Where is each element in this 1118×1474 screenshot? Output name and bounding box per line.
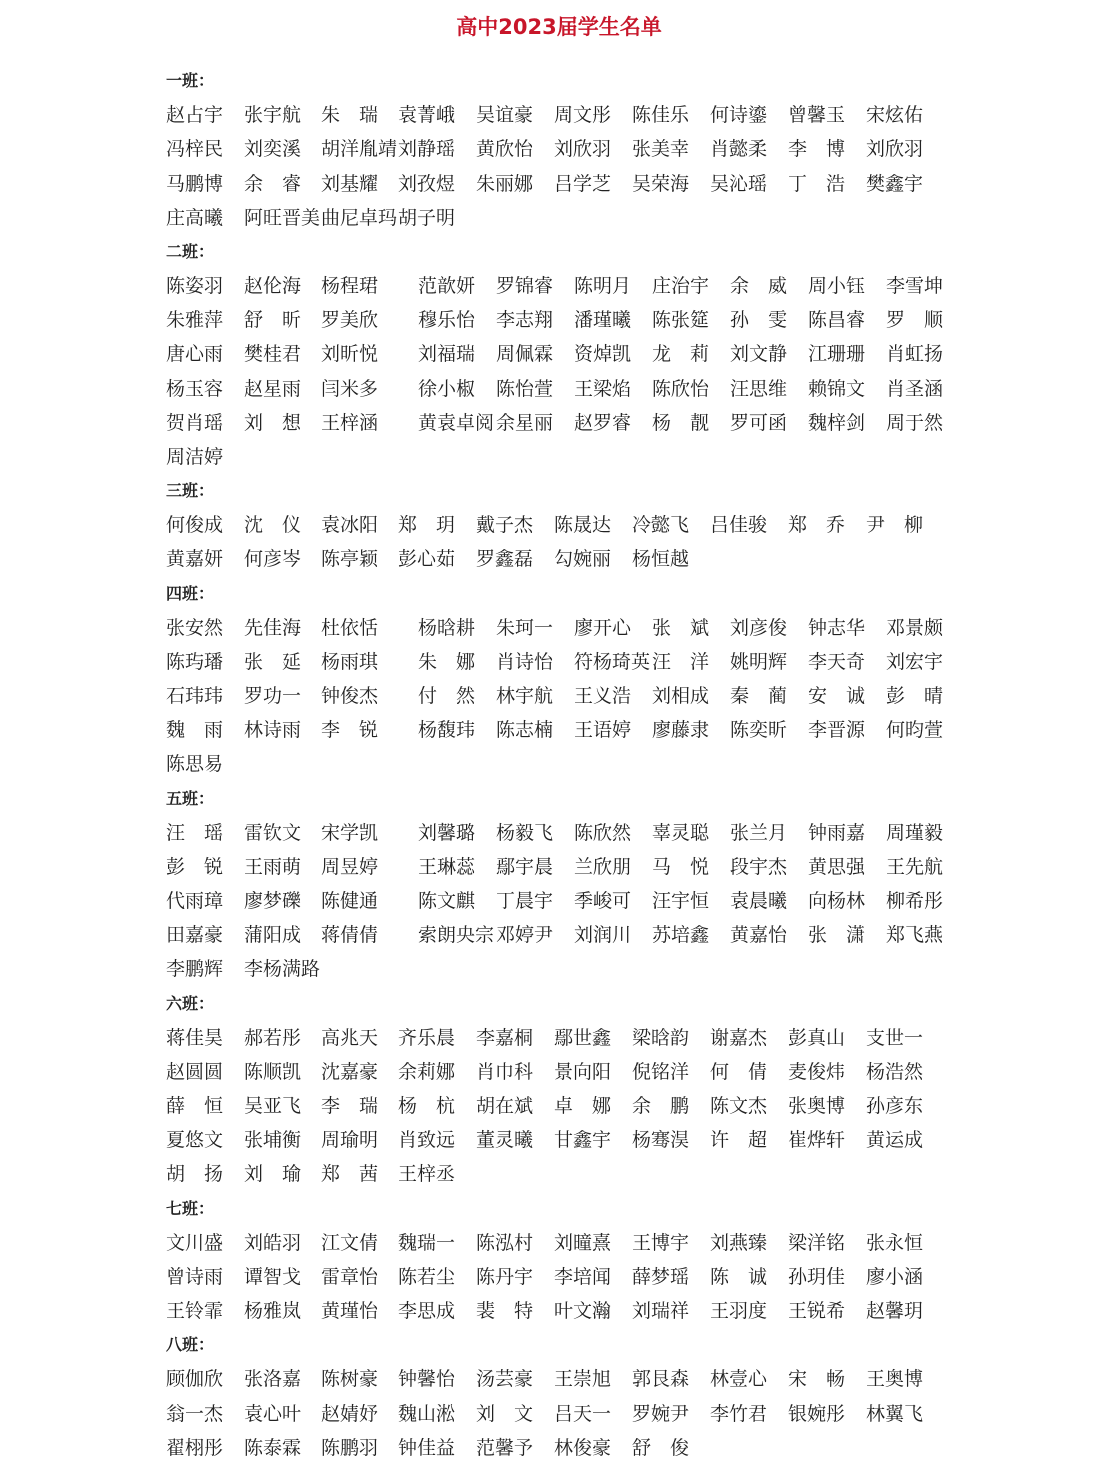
student-name: 季峻可: [574, 890, 632, 913]
student-name: 代雨璋: [166, 890, 224, 913]
student-name: 江文倩: [321, 1231, 379, 1254]
student-name: 黄欣怡: [476, 138, 534, 161]
student-name: 朱珂一: [496, 616, 554, 639]
student-name: 杨恒越: [632, 548, 690, 571]
student-name: 张 潇: [808, 924, 866, 947]
student-name: 麦俊炜: [788, 1060, 846, 1083]
student-name: 陈奕昕: [730, 719, 788, 742]
student-name: 刘瑞祥: [632, 1300, 690, 1323]
student-name: 彭 锐: [166, 855, 224, 878]
student-name: 沈嘉豪: [321, 1060, 379, 1083]
class-header: 七班：: [166, 1198, 215, 1218]
student-name: 陈玙璠: [166, 650, 224, 673]
page-title: 高中2023届学生名单: [456, 15, 662, 39]
student-name: 李嘉桐: [476, 1026, 534, 1049]
student-name: 杨 靓: [652, 411, 710, 434]
student-name: 李培闻: [554, 1265, 612, 1288]
student-name: 孙彦东: [866, 1095, 924, 1118]
student-name: 蒲阳成: [244, 924, 302, 947]
student-name: 李竹君: [710, 1402, 768, 1425]
student-name: 崔烨轩: [788, 1129, 846, 1152]
student-name: 余莉娜: [398, 1060, 456, 1083]
student-name: 郝若彤: [244, 1026, 302, 1049]
student-name: 罗 顺: [886, 309, 944, 332]
student-name: 蒋佳昊: [166, 1026, 224, 1049]
student-name: 廖开心: [574, 616, 632, 639]
student-name: 张奥博: [788, 1095, 846, 1118]
student-name: 陈若尘: [398, 1265, 456, 1288]
student-name: 资焯凯: [574, 343, 632, 366]
student-name: 陈明月: [574, 275, 632, 298]
student-name: 余 鹏: [632, 1095, 690, 1118]
student-name: 余 威: [730, 275, 788, 298]
student-name: 安 诚: [808, 685, 866, 708]
student-name: 罗美欣: [321, 309, 379, 332]
student-name: 文川盛: [166, 1231, 224, 1254]
student-name: 鄢宇晨: [496, 855, 554, 878]
student-name: 陈昌睿: [808, 309, 866, 332]
student-name: 廖小涵: [866, 1265, 924, 1288]
student-name: 薛梦瑶: [632, 1265, 690, 1288]
student-name: 张永恒: [866, 1231, 924, 1254]
student-name: 鄢世鑫: [554, 1026, 612, 1049]
student-name: 姚明辉: [730, 650, 788, 673]
student-name: 汪宇恒: [652, 890, 710, 913]
student-name: 符杨琦英: [574, 650, 651, 673]
student-name: 贺肖瑶: [166, 411, 224, 434]
student-name: 朱 瑞: [321, 104, 379, 127]
class-header: 五班：: [166, 788, 215, 808]
student-name: 谭智戈: [244, 1265, 302, 1288]
student-name: 刘基耀: [321, 172, 379, 195]
student-name: 顾伽欣: [166, 1368, 224, 1391]
student-name: 杨毅飞: [496, 821, 554, 844]
student-name: 王梓涵: [321, 411, 379, 434]
student-name: 罗鑫磊: [476, 548, 534, 571]
student-name: 曾诗雨: [166, 1265, 224, 1288]
student-name: 杨浩然: [866, 1060, 924, 1083]
student-name: 龙 莉: [652, 343, 710, 366]
student-name: 何昀萱: [886, 719, 944, 742]
student-name: 雷钦文: [244, 821, 302, 844]
student-name: 肖巾科: [476, 1060, 534, 1083]
student-name: 赵星雨: [244, 377, 302, 400]
student-name: 辜灵聪: [652, 821, 710, 844]
student-name: 王雨萌: [244, 855, 302, 878]
student-name: 陈张筵: [652, 309, 710, 332]
student-name: 胡洋胤靖: [321, 138, 398, 161]
student-name: 沈 仪: [244, 514, 302, 537]
student-name: 李雪坤: [886, 275, 944, 298]
class-header: 四班：: [166, 583, 215, 603]
student-name: 陈文麒: [418, 890, 476, 913]
student-name: 朱 娜: [418, 650, 476, 673]
student-name: 魏山淞: [398, 1402, 456, 1425]
student-name: 黄嘉妍: [166, 548, 224, 571]
student-name: 刘静瑶: [398, 138, 456, 161]
student-name: 樊桂君: [244, 343, 302, 366]
student-name: 陈鹏羽: [321, 1436, 379, 1459]
student-name: 赵罗睿: [574, 411, 632, 434]
student-name: 马 悦: [652, 855, 710, 878]
student-name: 吴荣海: [632, 172, 690, 195]
student-name: 李鹏辉: [166, 958, 224, 981]
student-name: 孙 雯: [730, 309, 788, 332]
student-name: 杨晗耕: [418, 616, 476, 639]
student-name: 郑 玥: [398, 514, 456, 537]
student-name: 彭 晴: [886, 685, 944, 708]
student-name: 李志翔: [496, 309, 554, 332]
student-name: 赵占宇: [166, 104, 224, 127]
student-name: 曾馨玉: [788, 104, 846, 127]
student-name: 裴 特: [476, 1300, 534, 1323]
student-name: 吕天一: [554, 1402, 612, 1425]
student-name: 李 博: [788, 138, 846, 161]
student-name: 张洛嘉: [244, 1368, 302, 1391]
student-name: 闫米多: [321, 377, 379, 400]
student-name: 勾婉丽: [554, 548, 612, 571]
student-name: 甘鑫宇: [554, 1129, 612, 1152]
student-name: 陈佳乐: [632, 104, 690, 127]
student-name: 李杨满路: [244, 958, 321, 981]
student-name: 余 睿: [244, 172, 302, 195]
student-name: 樊鑫宇: [866, 172, 924, 195]
student-name: 潘瑾曦: [574, 309, 632, 332]
student-name: 张 斌: [652, 616, 710, 639]
student-name: 王博宇: [632, 1231, 690, 1254]
student-name: 周洁婷: [166, 445, 224, 468]
student-name: 赵伦海: [244, 275, 302, 298]
student-name: 陈 诚: [710, 1265, 768, 1288]
student-name: 刘福瑞: [418, 343, 476, 366]
student-name: 李晋源: [808, 719, 866, 742]
student-name: 汪 瑶: [166, 821, 224, 844]
student-name: 陈欣怡: [652, 377, 710, 400]
student-name: 肖虹扬: [886, 343, 944, 366]
student-name: 夏悠文: [166, 1129, 224, 1152]
student-name: 秦 蔺: [730, 685, 788, 708]
student-name: 付 然: [418, 685, 476, 708]
student-name: 郑 乔: [788, 514, 846, 537]
student-name: 陈欣然: [574, 821, 632, 844]
student-name: 张美幸: [632, 138, 690, 161]
student-name: 周小钰: [808, 275, 866, 298]
student-name: 王铃霏: [166, 1300, 224, 1323]
student-name: 李天奇: [808, 650, 866, 673]
student-name: 汪 洋: [652, 650, 710, 673]
student-name: 刘欣羽: [554, 138, 612, 161]
student-name: 汤芸豪: [476, 1368, 534, 1391]
student-name: 董灵曦: [476, 1129, 534, 1152]
student-name: 黄运成: [866, 1129, 924, 1152]
student-name: 段宇杰: [730, 855, 788, 878]
student-name: 刘润川: [574, 924, 632, 947]
student-name: 张安然: [166, 616, 224, 639]
student-name: 马鹏博: [166, 172, 224, 195]
student-name: 陈思易: [166, 753, 224, 776]
student-name: 胡在斌: [476, 1095, 534, 1118]
student-name: 邓景颇: [886, 616, 944, 639]
student-name: 肖懿柔: [710, 138, 768, 161]
student-name: 张埔衡: [244, 1129, 302, 1152]
student-name: 吴谊豪: [476, 104, 534, 127]
student-name: 王锐希: [788, 1300, 846, 1323]
student-name: 周瑾毅: [886, 821, 944, 844]
student-name: 林俊豪: [554, 1436, 612, 1459]
student-name: 舒 俊: [632, 1436, 690, 1459]
student-name: 兰欣朋: [574, 855, 632, 878]
student-name: 梁洋铭: [788, 1231, 846, 1254]
student-name: 吴亚飞: [244, 1095, 302, 1118]
student-name: 江珊珊: [808, 343, 866, 366]
student-name: 宋 畅: [788, 1368, 846, 1391]
student-name: 穆乐怡: [418, 309, 476, 332]
student-name: 宋学凯: [321, 821, 379, 844]
student-name: 梁晗韵: [632, 1026, 690, 1049]
student-name: 吕佳骏: [710, 514, 768, 537]
student-name: 唐心雨: [166, 343, 224, 366]
student-name: 王梁焰: [574, 377, 632, 400]
student-name: 郑 茜: [321, 1163, 379, 1186]
student-name: 王羽度: [710, 1300, 768, 1323]
student-name: 杨 杭: [398, 1095, 456, 1118]
student-name: 罗婉尹: [632, 1402, 690, 1425]
class-header: 一班：: [166, 71, 215, 90]
student-name: 陈志楠: [496, 719, 554, 742]
student-name: 尹 柳: [866, 514, 924, 537]
student-name: 袁冰阳: [321, 514, 379, 537]
student-name: 谢嘉杰: [710, 1026, 768, 1049]
student-name: 刘孜煜: [398, 172, 456, 195]
student-name: 蒋倩倩: [321, 924, 379, 947]
student-name: 舒 昕: [244, 309, 302, 332]
student-name: 袁心叶: [244, 1402, 302, 1425]
student-name: 翁一杰: [166, 1402, 224, 1425]
student-name: 王奥博: [866, 1368, 924, 1391]
student-name: 钟馨怡: [398, 1368, 456, 1391]
student-name: 彭真山: [788, 1026, 846, 1049]
student-name: 曲尼卓玛: [321, 206, 398, 229]
student-name: 支世一: [866, 1026, 924, 1049]
student-name: 钟佳益: [398, 1436, 456, 1459]
student-name: 肖诗怡: [496, 650, 554, 673]
student-name: 胡子明: [398, 206, 456, 229]
student-name: 陈怡萱: [496, 377, 554, 400]
student-name: 钟俊杰: [321, 685, 379, 708]
student-name: 冷懿飞: [632, 514, 690, 537]
student-name: 彭心茹: [398, 548, 456, 571]
student-name: 李 锐: [321, 719, 379, 742]
student-name: 徐小椒: [418, 377, 476, 400]
student-name: 王梓丞: [398, 1163, 456, 1186]
student-name: 林翼飞: [866, 1402, 924, 1425]
student-name: 朱雅萍: [166, 309, 224, 332]
student-name: 叶文瀚: [554, 1300, 612, 1323]
student-name: 余星丽: [496, 411, 554, 434]
student-name: 吴沁瑶: [710, 172, 768, 195]
student-name: 陈晟达: [554, 514, 612, 537]
student-name: 黄瑾怡: [321, 1300, 379, 1323]
student-name: 王义浩: [574, 685, 632, 708]
student-name: 郭艮森: [632, 1368, 690, 1391]
student-name: 卓 娜: [554, 1095, 612, 1118]
student-name: 周瑜明: [321, 1129, 379, 1152]
student-name: 周昱婷: [321, 855, 379, 878]
student-name: 庄治宇: [652, 275, 710, 298]
student-name: 何 倩: [710, 1060, 768, 1083]
student-name: 陈顺凯: [244, 1060, 302, 1083]
student-name: 何俊成: [166, 514, 224, 537]
student-name: 袁菁峨: [398, 104, 456, 127]
student-name: 王崇旭: [554, 1368, 612, 1391]
student-name: 刘昕悦: [321, 343, 379, 366]
student-name: 罗可函: [730, 411, 788, 434]
student-name: 刘宏宇: [886, 650, 944, 673]
student-name: 王先航: [886, 855, 944, 878]
student-name: 翟栩彤: [166, 1436, 224, 1459]
student-name: 罗功一: [244, 685, 302, 708]
student-name: 肖致远: [398, 1129, 456, 1152]
student-name: 陈亭颖: [321, 548, 379, 571]
student-name: 赵婧妤: [321, 1402, 379, 1425]
student-name: 杨玉容: [166, 377, 224, 400]
student-name: 张宇航: [244, 104, 302, 127]
student-name: 高兆天: [321, 1026, 379, 1049]
student-name: 陈姿羽: [166, 275, 224, 298]
student-name: 雷章怡: [321, 1265, 379, 1288]
student-name: 刘欣羽: [866, 138, 924, 161]
student-name: 罗锦睿: [496, 275, 554, 298]
student-name: 林宇航: [496, 685, 554, 708]
student-name: 刘 文: [476, 1402, 534, 1425]
student-name: 魏瑞一: [398, 1231, 456, 1254]
student-name: 陈文杰: [710, 1095, 768, 1118]
student-name: 杨馥玮: [418, 719, 476, 742]
student-name: 陈泓村: [476, 1231, 534, 1254]
student-name: 钟志华: [808, 616, 866, 639]
student-name: 陈健通: [321, 890, 379, 913]
student-name: 王语婷: [574, 719, 632, 742]
student-name: 丁晨宇: [496, 890, 554, 913]
student-name: 范歆妍: [418, 275, 476, 298]
student-name: 银婉彤: [788, 1402, 846, 1425]
student-name: 阿旺晋美: [244, 206, 321, 229]
student-name: 郑飞燕: [886, 924, 944, 947]
student-name: 魏梓剑: [808, 411, 866, 434]
student-name: 戴子杰: [476, 514, 534, 537]
student-name: 齐乐晨: [398, 1026, 456, 1049]
student-name: 先佳海: [244, 616, 302, 639]
student-name: 孙玥佳: [788, 1265, 846, 1288]
student-name: 宋炫佑: [866, 104, 924, 127]
student-name: 李 瑞: [321, 1095, 379, 1118]
student-name: 许 超: [710, 1129, 768, 1152]
student-name: 黄思强: [808, 855, 866, 878]
student-name: 朱丽娜: [476, 172, 534, 195]
class-header: 八班：: [166, 1335, 215, 1355]
student-name: 刘彦俊: [730, 616, 788, 639]
student-name: 张兰月: [730, 821, 788, 844]
class-header: 二班：: [166, 241, 215, 261]
student-name: 赖锦文: [808, 377, 866, 400]
student-name: 刘燕臻: [710, 1231, 768, 1254]
student-name: 杨程珺: [321, 275, 379, 298]
student-name: 柳希彤: [886, 890, 944, 913]
student-name: 陈树豪: [321, 1368, 379, 1391]
student-name: 林壹心: [710, 1368, 768, 1391]
student-name: 石玮玮: [166, 685, 224, 708]
student-name: 刘奕溪: [244, 138, 302, 161]
student-name: 索朗央宗: [418, 924, 495, 947]
student-name: 汪思维: [730, 377, 788, 400]
student-name: 刘馨璐: [418, 821, 476, 844]
student-name: 田嘉豪: [166, 924, 224, 947]
student-name: 廖梦礫: [244, 890, 302, 913]
student-name: 何诗鎏: [710, 104, 768, 127]
student-name: 林诗雨: [244, 719, 302, 742]
student-name: 赵馨玥: [866, 1300, 924, 1323]
student-name: 杨雨琪: [321, 650, 379, 673]
student-name: 吕学芝: [554, 172, 612, 195]
student-name: 倪铭洋: [632, 1060, 690, 1083]
student-name: 廖藤隶: [652, 719, 710, 742]
student-name: 景向阳: [554, 1060, 612, 1083]
student-name: 刘 想: [244, 411, 302, 434]
student-name: 苏培鑫: [652, 924, 710, 947]
student-name: 张 延: [244, 650, 302, 673]
class-header: 六班：: [166, 993, 215, 1013]
student-name: 杨雅岚: [244, 1300, 302, 1323]
student-name: 袁晨曦: [730, 890, 788, 913]
student-name: 向杨林: [808, 890, 866, 913]
student-name: 丁 浩: [788, 172, 846, 195]
student-name: 刘皓羽: [244, 1231, 302, 1254]
student-name: 魏 雨: [166, 719, 224, 742]
student-name: 薛 恒: [166, 1095, 224, 1118]
student-name: 刘曈熹: [554, 1231, 612, 1254]
student-name: 李思成: [398, 1300, 456, 1323]
student-name: 陈丹宇: [476, 1265, 534, 1288]
student-name: 杨骞淏: [632, 1129, 690, 1152]
student-name: 肖圣涵: [886, 377, 944, 400]
student-name: 王琳蕊: [418, 855, 476, 878]
student-name: 庄高曦: [166, 206, 224, 229]
student-name: 冯梓民: [166, 138, 224, 161]
student-name: 周佩霖: [496, 343, 554, 366]
student-name: 赵圆圆: [166, 1060, 224, 1083]
student-name: 钟雨嘉: [808, 821, 866, 844]
student-name: 陈泰霖: [244, 1436, 302, 1459]
student-name: 周于然: [886, 411, 944, 434]
student-name: 刘 瑜: [244, 1163, 302, 1186]
student-name: 范馨予: [476, 1436, 534, 1459]
student-name: 周文彤: [554, 104, 612, 127]
student-name: 黄嘉怡: [730, 924, 788, 947]
student-name: 杜依恬: [321, 616, 379, 639]
student-name: 黄袁卓阅: [418, 411, 495, 434]
student-name: 刘相成: [652, 685, 710, 708]
student-name: 邓婷尹: [496, 924, 554, 947]
student-name: 胡 扬: [166, 1163, 224, 1186]
class-header: 三班：: [166, 481, 215, 501]
student-name: 何彦岑: [244, 548, 302, 571]
student-name: 刘文静: [730, 343, 788, 366]
